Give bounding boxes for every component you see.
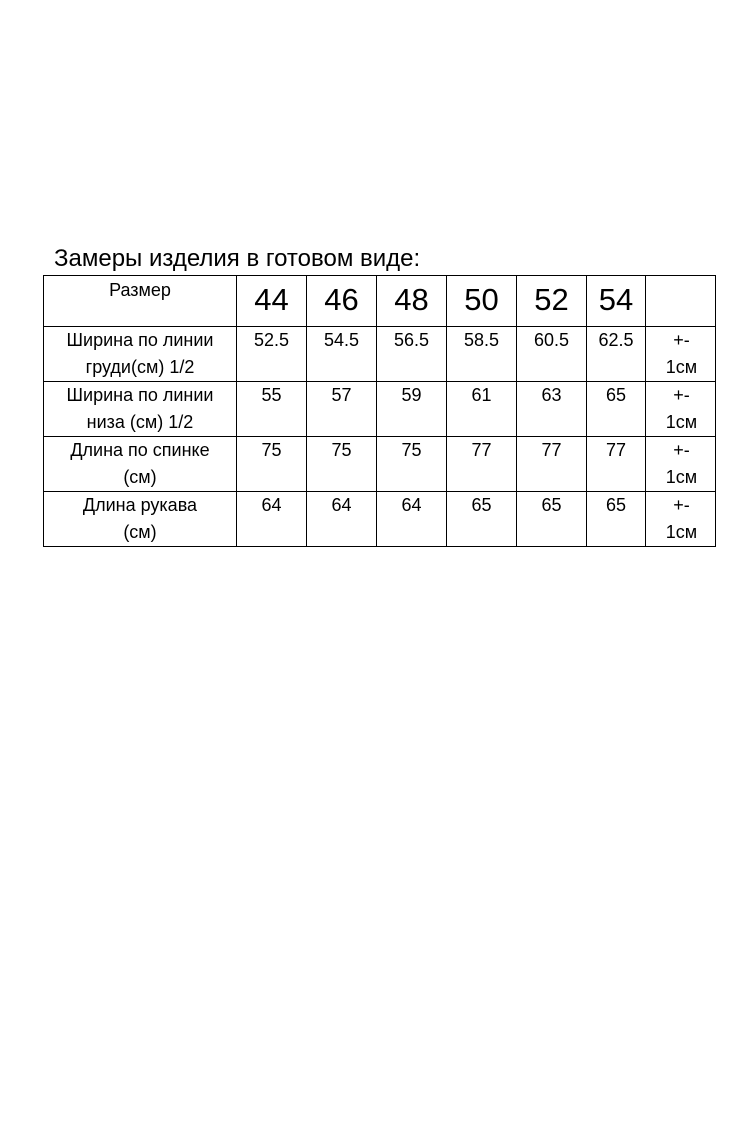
size-cell — [377, 276, 447, 327]
tolerance-line: 1см — [665, 467, 698, 487]
document-title: Замеры изделия в готовом виде: — [54, 245, 421, 272]
value-cell: 58.5 — [447, 327, 517, 382]
row-label-line: Ширина по линии — [66, 385, 214, 405]
row-label-line: Длина рукава — [82, 495, 198, 515]
size-number: 46 — [324, 282, 359, 317]
table-row — [44, 327, 716, 382]
value-cell: 60.5 — [517, 327, 587, 382]
value-cell: 64 — [377, 492, 447, 547]
table-header-row — [44, 276, 716, 327]
row-label-cell — [44, 327, 237, 382]
value-cell: 61 — [447, 382, 517, 437]
value-cell: 64 — [307, 492, 377, 547]
row-label-line: низа (см) 1/2 — [86, 412, 194, 432]
size-number: 44 — [254, 282, 289, 317]
size-number: 52 — [534, 282, 569, 317]
row-label-line: (см) — [123, 467, 157, 487]
header-label-cell — [44, 276, 237, 327]
row-label-cell — [44, 382, 237, 437]
value-cell: 57 — [307, 382, 377, 437]
value-cell: 75 — [307, 437, 377, 492]
tolerance-cell — [646, 327, 716, 382]
size-cell — [587, 276, 646, 327]
value-cell: 77 — [517, 437, 587, 492]
tolerance-line: 1см — [665, 522, 698, 542]
value-cell: 65 — [447, 492, 517, 547]
row-label-line: Ширина по линии — [66, 330, 214, 350]
row-label-cell — [44, 437, 237, 492]
value-cell: 75 — [237, 437, 307, 492]
value-cell: 55 — [237, 382, 307, 437]
size-cell — [517, 276, 587, 327]
value-cell: 63 — [517, 382, 587, 437]
value-cell: 62.5 — [587, 327, 646, 382]
row-label-line: Длина по спинке — [70, 440, 210, 460]
size-cell — [447, 276, 517, 327]
tolerance-cell — [646, 382, 716, 437]
size-chart-table — [43, 275, 716, 547]
row-label-cell — [44, 492, 237, 547]
table-row — [44, 382, 716, 437]
tolerance-line: 1см — [665, 357, 698, 377]
row-label-line: груди(см) 1/2 — [85, 357, 195, 377]
value-cell: 65 — [517, 492, 587, 547]
value-cell: 56.5 — [377, 327, 447, 382]
header-label: Размер — [109, 280, 171, 300]
value-cell: 65 — [587, 382, 646, 437]
size-number: 54 — [598, 282, 634, 317]
table-row — [44, 437, 716, 492]
size-number: 48 — [394, 282, 429, 317]
tolerance-line: 1см — [665, 412, 698, 432]
table-row — [44, 492, 716, 547]
value-cell: 77 — [447, 437, 517, 492]
size-number: 50 — [464, 282, 499, 317]
tolerance-line: +- — [673, 440, 690, 460]
tolerance-header-cell — [646, 276, 716, 327]
tolerance-cell — [646, 492, 716, 547]
row-label-line: (см) — [123, 522, 157, 542]
value-cell: 65 — [587, 492, 646, 547]
value-cell: 52.5 — [237, 327, 307, 382]
value-cell: 77 — [587, 437, 646, 492]
value-cell: 75 — [377, 437, 447, 492]
tolerance-line: +- — [673, 495, 690, 515]
value-cell: 64 — [237, 492, 307, 547]
tolerance-cell — [646, 437, 716, 492]
tolerance-line: +- — [673, 385, 690, 405]
size-cell — [307, 276, 377, 327]
size-cell — [237, 276, 307, 327]
value-cell: 54.5 — [307, 327, 377, 382]
value-cell: 59 — [377, 382, 447, 437]
tolerance-line: +- — [673, 330, 690, 350]
